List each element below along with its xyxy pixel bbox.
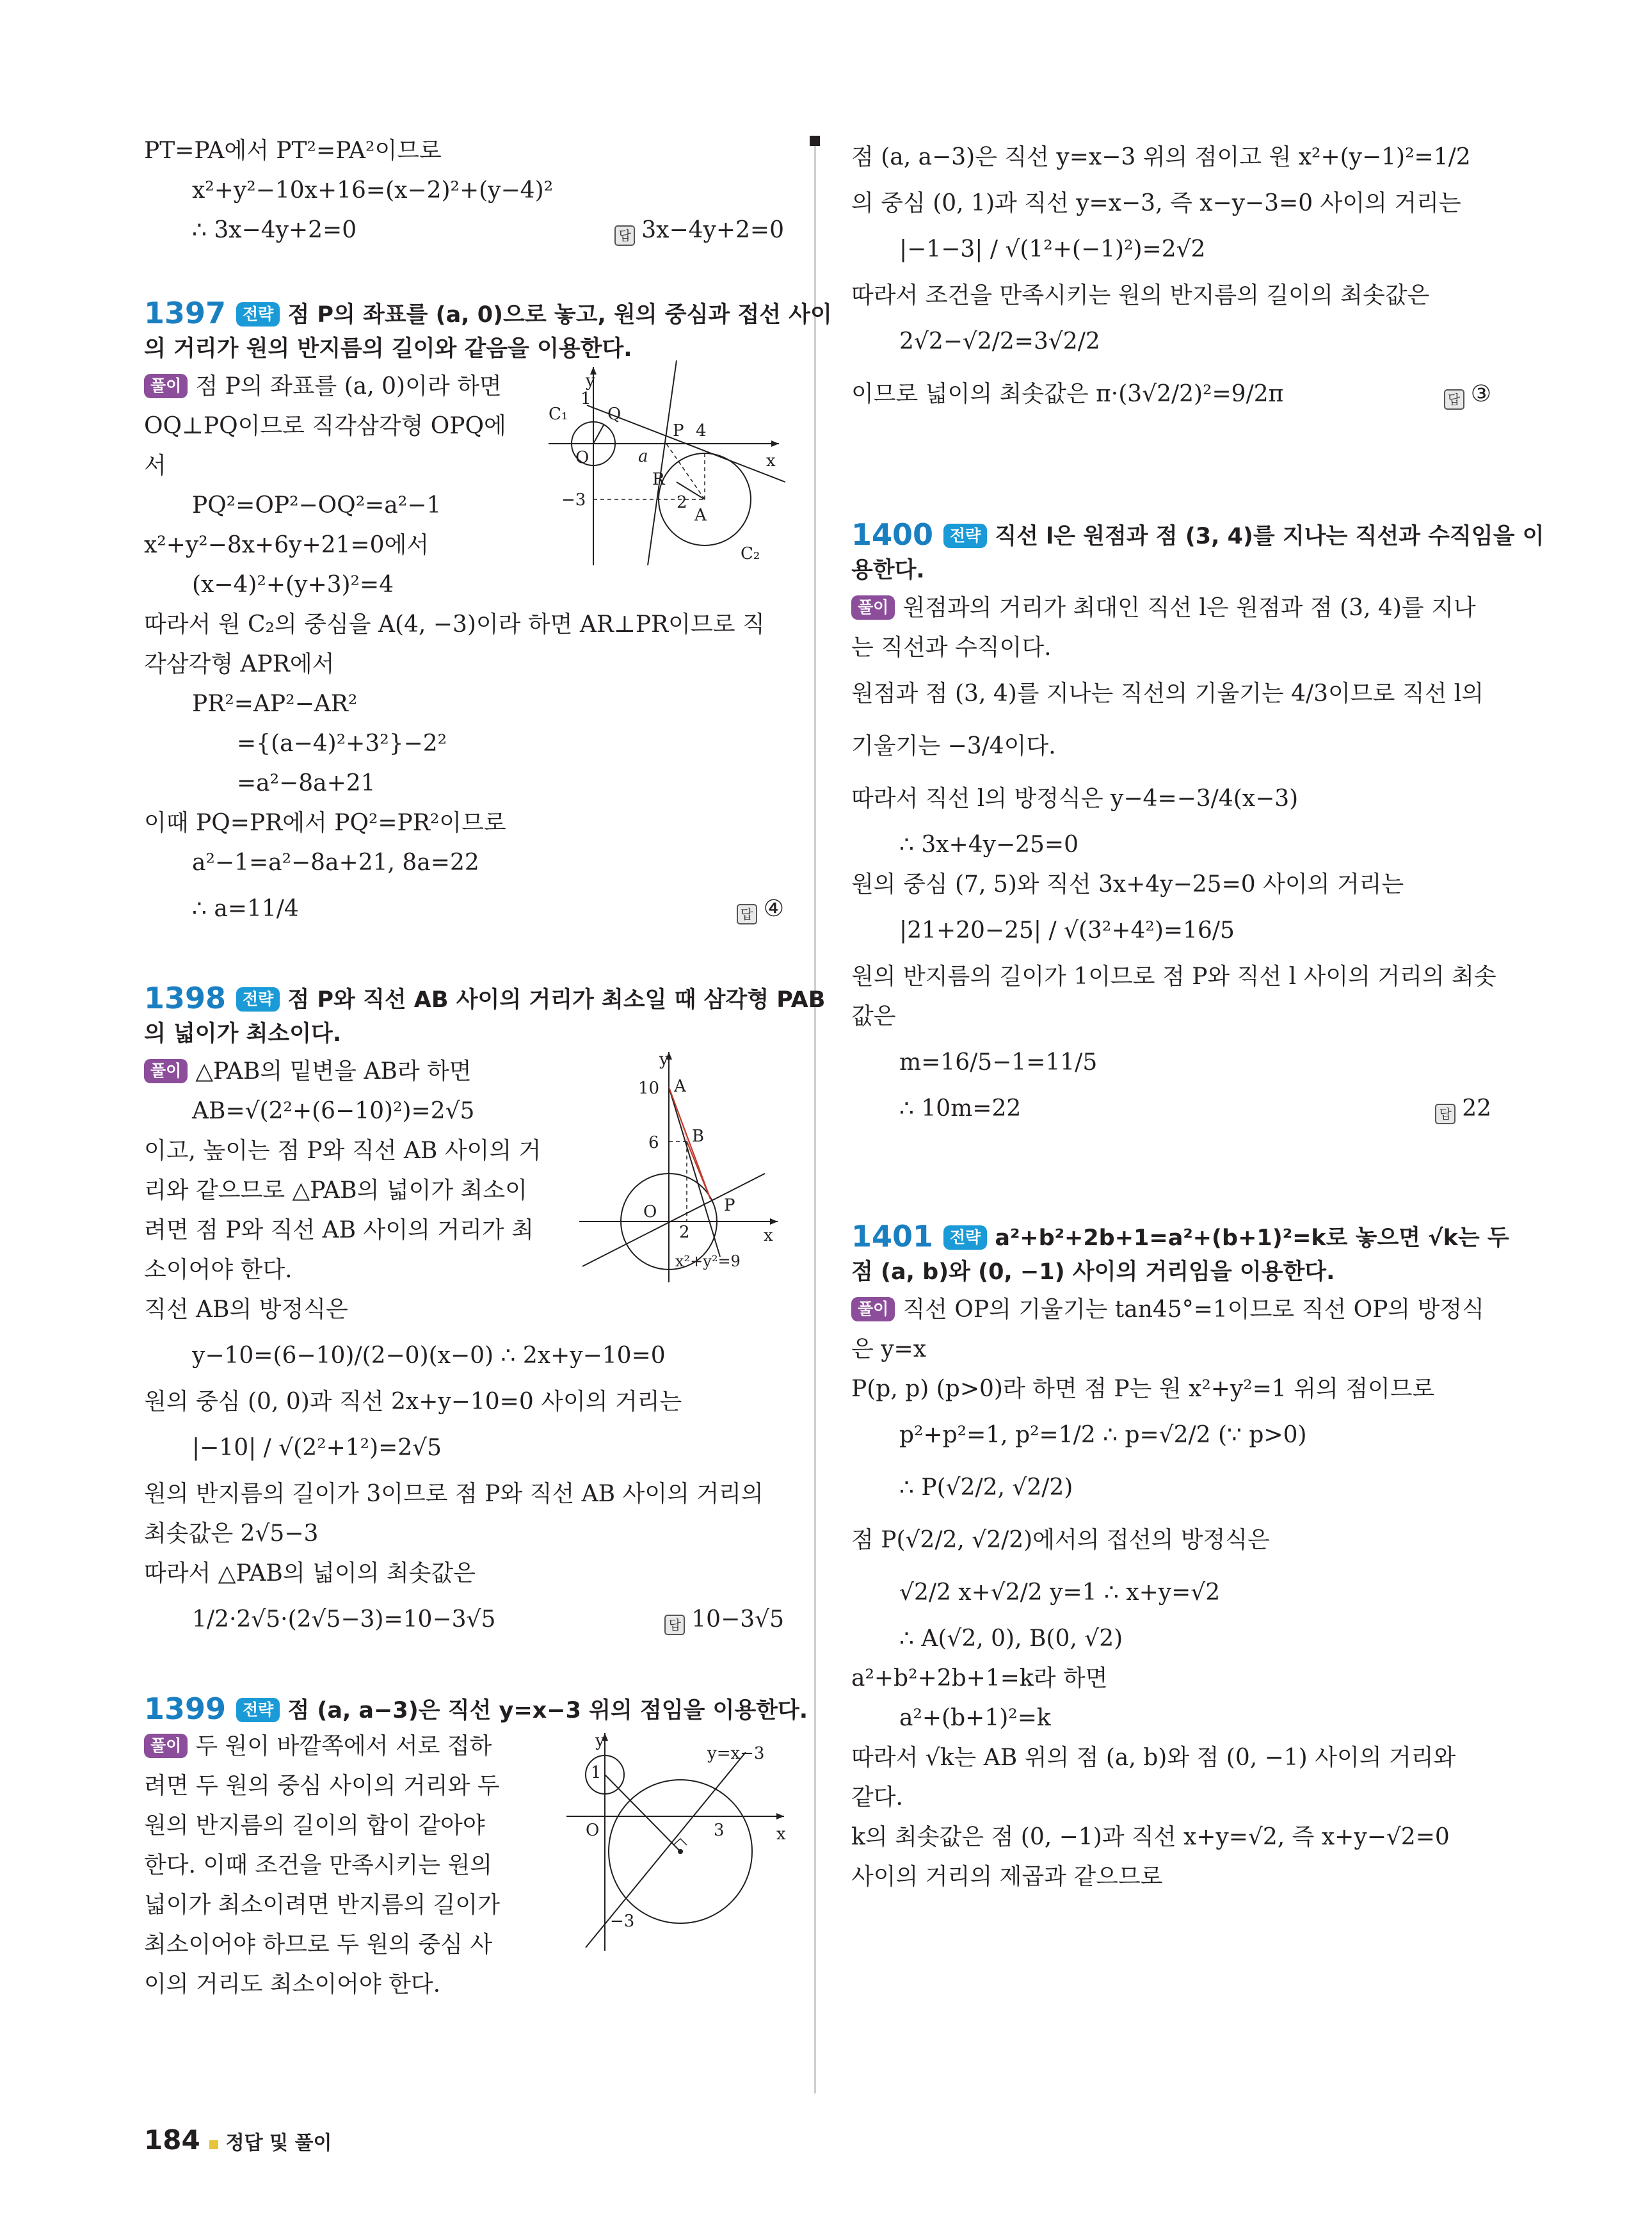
text: ∴ 3x−4y+2=0 bbox=[192, 217, 357, 243]
fig-label: A bbox=[694, 506, 707, 525]
text-line bbox=[851, 588, 1491, 628]
text-line: ={(a−4)²+3²}−2² bbox=[237, 730, 447, 757]
text-line: 기울기는 −3/4이다. bbox=[851, 733, 1056, 759]
text-line: 이의 거리도 최소이어야 한다. bbox=[144, 1971, 441, 1997]
fig-label: x bbox=[764, 1226, 773, 1245]
text: 두 원이 바깥쪽에서 서로 접하 bbox=[195, 1733, 492, 1759]
problem-1401-header bbox=[851, 1218, 1509, 1254]
text-line: 서 bbox=[144, 453, 166, 479]
fig-label: y=x−3 bbox=[707, 1744, 765, 1763]
text-line: 따라서 √k는 AB 위의 점 (a, b)와 점 (0, −1) 사이의 거리와 bbox=[851, 1745, 1456, 1771]
fig-label: P bbox=[724, 1196, 735, 1215]
text: ∴ 10m=22 bbox=[899, 1095, 1022, 1122]
strategy-text: 점 P와 직선 AB 사이의 거리가 최소일 때 삼각형 PAB bbox=[287, 987, 826, 1013]
text-line: |−10| / √(2²+1²)=2√5 bbox=[192, 1435, 442, 1461]
answer-icon: 답 bbox=[737, 904, 757, 924]
text-line: 최솟값은 2√5−3 bbox=[144, 1521, 319, 1547]
text-line: 같다. bbox=[851, 1784, 903, 1811]
strategy-text: 점 (a, b)와 (0, −1) 사이의 거리임을 이용한다. bbox=[851, 1259, 1335, 1285]
text-line: PQ²=OP²−OQ²=a²−1 bbox=[192, 492, 442, 519]
text-line: a²−1=a²−8a+21, 8a=22 bbox=[192, 850, 479, 876]
fig-label: −3 bbox=[561, 490, 586, 510]
text-line: (x−4)²+(y+3)²=4 bbox=[192, 572, 394, 598]
text-line: 는 직선과 수직이다. bbox=[851, 634, 1052, 661]
text-line: |21+20−25| / √(3²+4²)=16/5 bbox=[899, 917, 1235, 944]
fig-label: R bbox=[652, 470, 665, 489]
text-line bbox=[851, 1290, 1491, 1330]
text-line bbox=[144, 1594, 784, 1646]
text: 직선 OP의 기울기는 tan45°=1이므로 직선 OP의 방정식 bbox=[902, 1296, 1484, 1323]
strategy-tag: 전략 bbox=[943, 1225, 987, 1250]
strategy-text: 직선 l은 원점과 점 (3, 4)를 지나는 직선과 수직임을 이 bbox=[995, 524, 1544, 549]
text-line bbox=[851, 1089, 1491, 1129]
figure-1397 bbox=[549, 360, 785, 572]
fig-label: Q bbox=[607, 405, 622, 424]
solution-tag: 풀이 bbox=[144, 374, 188, 398]
answer bbox=[1444, 368, 1491, 421]
text-line: =a²−8a+21 bbox=[237, 770, 376, 796]
fig-label: A bbox=[674, 1077, 686, 1096]
fig-label: 4 bbox=[696, 421, 707, 440]
text-line: 리와 같으므로 △PAB의 넓이가 최소이 bbox=[144, 1177, 527, 1204]
answer-icon: 답 bbox=[1444, 389, 1464, 410]
text-line: √2/2 x+√2/2 y=1 ∴ x+y=√2 bbox=[899, 1579, 1221, 1606]
right-column bbox=[851, 131, 1544, 1897]
text-line: 직선 AB의 방정식은 bbox=[144, 1296, 348, 1323]
text-line bbox=[144, 883, 784, 935]
text-line: x²+y²−10x+16=(x−2)²+(y−4)² bbox=[192, 177, 554, 204]
text-line: P(p, p) (p>0)라 하면 점 P는 원 x²+y²=1 위의 점이므로 bbox=[851, 1376, 1435, 1402]
text-line: 넓이가 최소이려면 반지름의 길이가 bbox=[144, 1892, 500, 1918]
strategy-text: 용한다. bbox=[851, 558, 925, 583]
answer-text: 10−3√5 bbox=[691, 1606, 784, 1633]
solution-tag: 풀이 bbox=[144, 1734, 188, 1758]
fig-label: y bbox=[586, 371, 595, 391]
problem-1398-header bbox=[144, 980, 826, 1016]
answer-text: ④ bbox=[763, 896, 784, 922]
fig-label: x bbox=[776, 1825, 786, 1844]
text: 원점과의 거리가 최대인 직선 l은 원점과 점 (3, 4)를 지나 bbox=[902, 595, 1476, 621]
text-line: 려면 점 P와 직선 AB 사이의 거리가 최 bbox=[144, 1217, 534, 1243]
text-line: 따라서 원 C₂의 중심을 A(4, −3)이라 하면 AR⊥PR이므로 직 bbox=[144, 611, 765, 638]
figure-1398 bbox=[579, 1045, 784, 1289]
text-line bbox=[851, 368, 1491, 421]
text-line: x²+y²−8x+6y+21=0에서 bbox=[144, 532, 429, 558]
text-line: 최소이어야 하므로 두 원의 중심 사 bbox=[144, 1932, 493, 1958]
text: ∴ a=11/4 bbox=[192, 896, 299, 922]
text-line: 원의 중심 (7, 5)와 직선 3x+4y−25=0 사이의 거리는 bbox=[851, 871, 1404, 898]
text-line: 점 (a, a−3)은 직선 y=x−3 위의 점이고 원 x²+(y−1)²=1/2 bbox=[851, 144, 1471, 170]
fig-label: P bbox=[673, 421, 684, 440]
text-line: 려면 두 원의 중심 사이의 거리와 두 bbox=[144, 1773, 500, 1799]
fig-label: 3 bbox=[714, 1821, 725, 1840]
strategy-text: 의 거리가 원의 반지름의 길이와 같음을 이용한다. bbox=[144, 336, 632, 362]
answer bbox=[1435, 1089, 1491, 1129]
problem-1397-header bbox=[144, 295, 832, 331]
answer-icon: 답 bbox=[614, 225, 635, 246]
answer-icon: 답 bbox=[1435, 1104, 1456, 1124]
answer bbox=[664, 1594, 784, 1646]
answer-text: 3x−4y+2=0 bbox=[641, 217, 784, 243]
fig-label: O bbox=[586, 1821, 600, 1840]
footer-label: 정답 및 풀이 bbox=[225, 2132, 332, 2154]
problem-1400-header bbox=[851, 517, 1544, 553]
text-line: |−1−3| / √(1²+(−1)²)=2√2 bbox=[899, 236, 1206, 262]
fig-label: 10 bbox=[638, 1079, 660, 1098]
solution-tag: 풀이 bbox=[144, 1059, 188, 1083]
text-line: ∴ 3x+4y−25=0 bbox=[899, 832, 1079, 858]
text-line: a²+(b+1)²=k bbox=[899, 1705, 1051, 1731]
fig-label: O bbox=[643, 1202, 657, 1222]
text-line: ∴ P(√2/2, √2/2) bbox=[899, 1474, 1073, 1501]
text-line: 각삼각형 APR에서 bbox=[144, 651, 335, 677]
fig-label: a bbox=[638, 447, 648, 466]
text-line: ∴ A(√2, 0), B(0, √2) bbox=[899, 1626, 1123, 1652]
figure-1399 bbox=[560, 1727, 790, 1957]
answer bbox=[737, 883, 784, 935]
text-line: a²+b²+2b+1=k라 하면 bbox=[851, 1665, 1108, 1691]
strategy-text: 점 P의 좌표를 (a, 0)으로 놓고, 원의 중심과 접선 사이 bbox=[287, 302, 832, 328]
text-line: 원의 반지름의 길이가 1이므로 점 P와 직선 l 사이의 거리의 최솟 bbox=[851, 964, 1496, 990]
fig-label: C₁ bbox=[549, 405, 568, 424]
problem-number: 1398 bbox=[144, 981, 227, 1015]
text-line: AB=√(2²+(6−10)²)=2√5 bbox=[192, 1098, 475, 1124]
fig-label: C₂ bbox=[741, 544, 760, 563]
text: 1/2·2√5·(2√5−3)=10−3√5 bbox=[192, 1606, 496, 1633]
problem-1399-header bbox=[144, 1691, 808, 1727]
fig-label: 6 bbox=[648, 1133, 659, 1152]
left-column bbox=[144, 131, 832, 2005]
fig-label: −3 bbox=[610, 1912, 635, 1931]
strategy-tag: 전략 bbox=[236, 987, 280, 1012]
text-line: 은 y=x bbox=[851, 1336, 927, 1362]
column-divider bbox=[814, 144, 816, 2094]
text-line: 사이의 거리의 제곱과 같으므로 bbox=[851, 1864, 1163, 1890]
figure-1397-svg bbox=[549, 360, 785, 572]
text-line bbox=[144, 211, 784, 250]
fig-label: 1 bbox=[591, 1763, 602, 1782]
text-line: 2√2−√2/2=3√2/2 bbox=[899, 328, 1100, 355]
fig-label: x bbox=[766, 451, 776, 471]
fig-label: B bbox=[692, 1127, 705, 1146]
text-line: OQ⊥PQ이므로 직각삼각형 OPQ에 bbox=[144, 413, 506, 439]
text-line: y−10=(6−10)/(2−0)(x−0) ∴ 2x+y−10=0 bbox=[192, 1343, 666, 1369]
answer-icon: 답 bbox=[664, 1615, 685, 1635]
fig-label: O bbox=[575, 448, 589, 467]
fig-label: 1 bbox=[581, 389, 591, 408]
fig-label: x²+y²=9 bbox=[675, 1252, 741, 1270]
fig-label: 2 bbox=[679, 1223, 690, 1242]
text-line: 이때 PQ=PR에서 PQ²=PR²이므로 bbox=[144, 810, 506, 836]
divider-marker bbox=[810, 136, 820, 146]
strategy-tag: 전략 bbox=[236, 302, 280, 327]
text: △PAB의 밑변을 AB라 하면 bbox=[195, 1058, 472, 1085]
fig-label: 2 bbox=[677, 493, 687, 512]
text-line: PR²=AP²−AR² bbox=[192, 691, 358, 717]
problem-number: 1397 bbox=[144, 296, 227, 330]
text-line: 따라서 조건을 만족시키는 원의 반지름의 길이의 최솟값은 bbox=[851, 282, 1430, 309]
text-line: PT=PA에서 PT²=PA²이므로 bbox=[144, 138, 442, 164]
text-line: 원의 반지름의 길이의 합이 같아야 bbox=[144, 1812, 485, 1839]
answer-text: ③ bbox=[1470, 381, 1491, 407]
answer bbox=[614, 211, 784, 250]
strategy-tag: 전략 bbox=[236, 1698, 280, 1722]
text-line: p²+p²=1, p²=1/2 ∴ p=√2/2 (∵ p>0) bbox=[899, 1422, 1307, 1448]
strategy-text: a²+b²+2b+1=a²+(b+1)²=k로 놓으면 √k는 두 bbox=[995, 1225, 1509, 1251]
problem-number: 1401 bbox=[851, 1219, 934, 1254]
text-line: 한다. 이때 조건을 만족시키는 원의 bbox=[144, 1852, 493, 1878]
figure-1399-svg bbox=[560, 1727, 790, 1957]
footer-square-icon bbox=[209, 2140, 218, 2149]
text-line: 원의 중심 (0, 0)과 직선 2x+y−10=0 사이의 거리는 bbox=[144, 1389, 682, 1415]
text-line: 소이어야 한다. bbox=[144, 1257, 293, 1283]
text-line: 이고, 높이는 점 P와 직선 AB 사이의 거 bbox=[144, 1138, 541, 1164]
problem-number: 1400 bbox=[851, 517, 934, 552]
figure-1398-svg bbox=[579, 1045, 784, 1289]
text-line: 원점과 점 (3, 4)를 지나는 직선의 기울기는 4/3이므로 직선 l의 bbox=[851, 681, 1484, 707]
fig-label: y bbox=[659, 1050, 669, 1069]
text-line: 점 P(√2/2, √2/2)에서의 접선의 방정식은 bbox=[851, 1527, 1270, 1553]
text-line: k의 최솟값은 점 (0, −1)과 직선 x+y=√2, 즉 x+y−√2=0 bbox=[851, 1824, 1450, 1850]
solution-tag: 풀이 bbox=[851, 595, 895, 620]
text-line: 값은 bbox=[851, 1003, 896, 1029]
answer-text: 22 bbox=[1462, 1095, 1491, 1122]
strategy-text: 의 넓이가 최소이다. bbox=[144, 1021, 342, 1047]
text-line: m=16/5−1=11/5 bbox=[899, 1049, 1098, 1076]
strategy-text: 점 (a, a−3)은 직선 y=x−3 위의 점임을 이용한다. bbox=[287, 1698, 808, 1723]
fig-label: y bbox=[595, 1731, 605, 1750]
text-line: 의 중심 (0, 1)과 직선 y=x−3, 즉 x−y−3=0 사이의 거리는 bbox=[851, 190, 1461, 216]
page-number: 184 bbox=[144, 2124, 200, 2156]
solution-tag: 풀이 bbox=[851, 1297, 895, 1321]
strategy-tag: 전략 bbox=[943, 524, 987, 548]
page-footer bbox=[144, 2124, 332, 2156]
text-line: 따라서 △PAB의 넓이의 최솟값은 bbox=[144, 1560, 476, 1586]
text: 이므로 넓이의 최솟값은 π·(3√2/2)²=9/2π bbox=[851, 381, 1284, 407]
text-line: 따라서 직선 l의 방정식은 y−4=−3/4(x−3) bbox=[851, 786, 1299, 812]
text: 점 P의 좌표를 (a, 0)이라 하면 bbox=[195, 373, 502, 399]
problem-number: 1399 bbox=[144, 1691, 227, 1726]
text-line: 원의 반지름의 길이가 3이므로 점 P와 직선 AB 사이의 거리의 bbox=[144, 1481, 764, 1507]
